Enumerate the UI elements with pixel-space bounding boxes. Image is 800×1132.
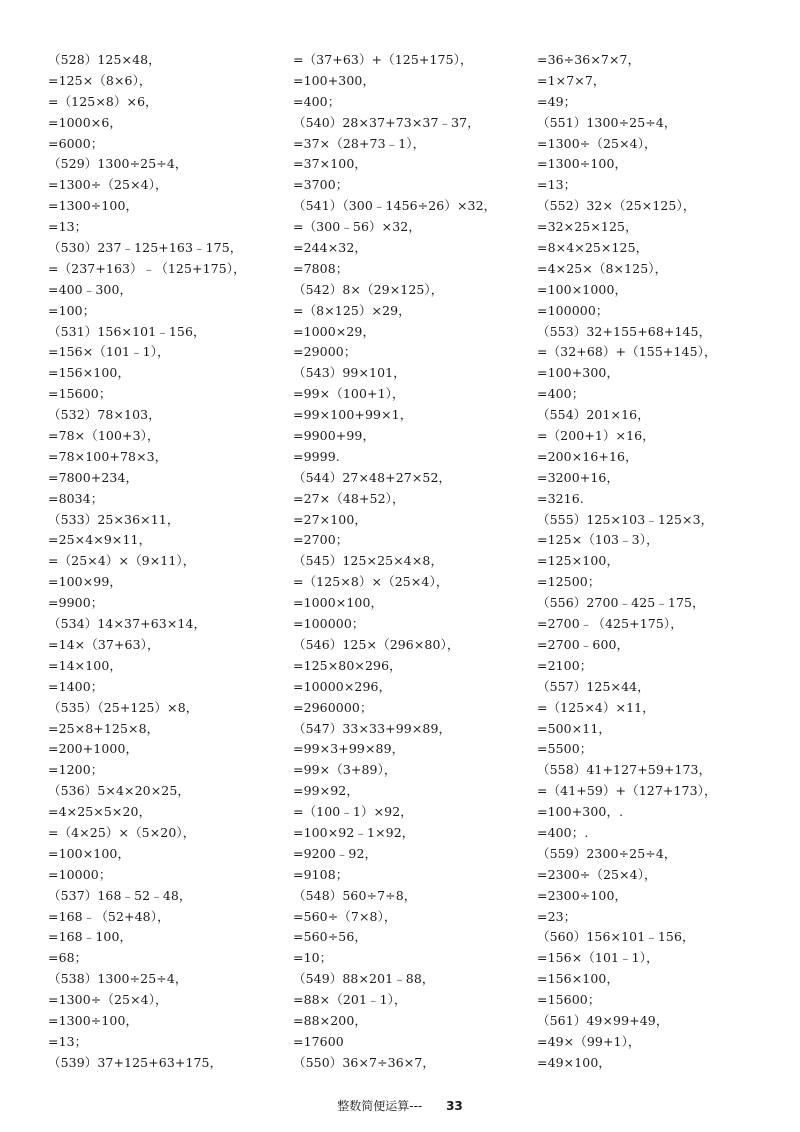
calc-line: （530）237﹣125+163﹣175， [48,240,243,256]
calc-line: =99×92， [293,783,359,799]
calc-line: （534）14×37+63×14， [48,616,207,632]
calc-line: =13； [48,1033,88,1049]
calc-line: （550）36×7÷36×7， [293,1054,435,1070]
calc-line: =6000； [48,135,104,151]
calc-line: （560）156×101﹣156， [537,929,695,945]
calc-line: =9900； [48,595,104,611]
calc-line: =100000； [293,616,365,632]
calc-line: =400； [537,386,585,402]
calc-line: （539）37+125+63+175， [48,1054,223,1070]
calc-line: =100×92﹣1×92， [293,824,415,840]
calc-line: =14×（37+63）， [48,636,160,652]
calc-line: =3216. [537,490,584,506]
calc-line: =200+1000， [48,741,139,757]
calc-line: =25×4×9×11， [48,532,152,548]
calc-line: =49×（99+1）， [537,1033,641,1049]
calc-line: =10； [293,950,333,966]
calc-line: =100； [48,302,96,318]
calc-line: =（32+68）+（155+145）， [537,344,717,360]
calc-line: （546）125×（296×80）， [293,636,460,652]
calc-line: （552）32×（25×125）， [537,198,696,214]
calc-line: =78×（100+3）， [48,428,160,444]
column-middle [293,50,543,1074]
calc-line: =2960000； [293,699,373,715]
calc-line: =100+300， [293,72,376,88]
calc-line: =17600 [293,1033,344,1049]
calc-line: =156×（101﹣1）， [537,950,659,966]
calc-line: （556）2700﹣425﹣175， [537,595,705,611]
calc-line: =（237+163）﹣（125+175）， [48,260,246,276]
page-number: 33 [446,1099,463,1113]
calc-line: =125×（8×6）， [48,72,152,88]
calc-line: =1000×100， [293,595,384,611]
calc-line: =200×16+16， [537,448,638,464]
calc-line: （553）32+155+68+145， [537,323,712,339]
calc-line: =100×1000， [537,281,628,297]
calc-line: （557）125×44， [537,678,650,694]
calc-line: =1400； [48,678,104,694]
calc-line: =560÷56， [293,929,368,945]
calc-line: =8034； [48,490,104,506]
calc-line: =400﹣300， [48,281,133,297]
calc-line: =（4×25）×（5×20）， [48,824,196,840]
calc-line: =400；. [537,824,589,840]
footer-title: 整数简便运算--- [337,1099,423,1113]
calc-line: （544）27×48+27×52， [293,469,452,485]
calc-line: =99×（3+89）， [293,762,397,778]
calc-line: （529）1300÷25÷4， [48,156,188,172]
calc-line: =168﹣（52+48）， [48,908,170,924]
column-right [537,50,787,1074]
calc-line: =3200+16， [537,469,620,485]
calc-line: =7800+234， [48,469,139,485]
calc-line: （551）1300÷25÷4， [537,114,677,130]
calc-line: （554）201×16， [537,407,650,423]
calc-line: =（41+59）+（127+173）， [537,783,717,799]
calc-line: =88×（201﹣1）， [293,992,407,1008]
calc-line: =37×100， [293,156,368,172]
calc-line: =（200+1）×16， [537,428,655,444]
calc-line: =1×7×7， [537,72,606,88]
calc-line: =400； [293,93,341,109]
calc-line: =4×25×5×20， [48,804,152,820]
calc-line: =14×100， [48,657,123,673]
calc-line: （541）（300﹣1456÷26）×32， [293,198,497,214]
calc-line: =23； [537,908,577,924]
calc-line: =2300÷100， [537,887,628,903]
calc-line: =1200； [48,762,104,778]
calc-line: =78×100+78×3， [48,448,168,464]
calc-line: =（125×8）×（25×4）， [293,574,449,590]
calc-line: =13； [537,177,577,193]
calc-line: =9200﹣92， [293,845,378,861]
calc-line: （561）49×99+49， [537,1012,669,1028]
calc-line: =560÷（7×8）， [293,908,397,924]
calc-line: =（125×4）×11， [537,699,655,715]
calc-line: =244×32， [293,240,368,256]
calc-line: =88×200， [293,1012,368,1028]
calc-line: =13； [48,219,88,235]
calc-line: =10000； [48,866,112,882]
calc-line: =156×100， [537,971,620,987]
column-left [48,50,298,1074]
calc-line: =1300÷（25×4）， [537,135,657,151]
calc-line: （559）2300÷25÷4， [537,845,677,861]
calc-line: =100+300， [537,365,620,381]
page-footer [0,1097,800,1114]
calc-line: =25×8+125×8， [48,720,160,736]
calc-line: =2300÷（25×4）， [537,866,657,882]
calc-line: （528）125×48， [48,52,161,67]
calc-line: =1300÷100， [48,1012,139,1028]
calc-line: =3700； [293,177,349,193]
calc-line: =49； [537,93,577,109]
calc-line: =99×100+99×1， [293,407,413,423]
calc-line: =8×4×25×125， [537,240,649,256]
calc-line: （538）1300÷25÷4， [48,971,188,987]
calc-line: =（25×4）×（9×11）， [48,553,196,569]
calc-line: =（100﹣1）×92， [293,804,413,820]
calc-line: =125×80×296， [293,657,402,673]
calc-line: （540）28×37+73×37﹣37， [293,114,480,130]
calc-line: （537）168﹣52﹣48， [48,887,192,903]
calc-line: =2700； [293,532,349,548]
calc-line: =100×100， [48,845,131,861]
calc-line: （536）5×4×20×25， [48,783,190,799]
calc-line: （542）8×（29×125）， [293,281,444,297]
calc-line: （543）99×101， [293,365,406,381]
calc-line: =（37+63）+（125+175）， [293,52,473,67]
calc-line: =（125×8）×6， [48,93,158,109]
calc-line: （547）33×33+99×89， [293,720,452,736]
calc-line: =12500； [537,574,601,590]
calc-line: =15600； [537,992,601,1008]
calc-line: =5500； [537,741,593,757]
calc-line: =2100； [537,657,593,673]
calc-line: =1300÷100， [48,198,139,214]
calc-line: =125×（103﹣3）， [537,532,659,548]
calc-line: （531）156×101﹣156， [48,323,206,339]
calc-line: （545）125×25×4×8， [293,553,444,569]
calc-line: =9900+99， [293,428,376,444]
calc-line: =1300÷（25×4）， [48,177,168,193]
calc-line: =100+300，. [537,804,624,820]
calc-line: =2700﹣（425+175）， [537,616,683,632]
calc-line: =27×100， [293,511,368,527]
calc-line: =1300÷（25×4）， [48,992,168,1008]
calc-line: =10000×296， [293,678,392,694]
calc-line: =168﹣100， [48,929,133,945]
calc-line: =7808； [293,260,349,276]
calc-line: =（300﹣56）×32， [293,219,421,235]
calc-line: =156×100， [48,365,131,381]
calc-line: （548）560÷7÷8， [293,887,417,903]
calc-line: =36÷36×7×7， [537,52,641,67]
calc-line: （533）25×36×11， [48,511,180,527]
calc-line: =156×（101﹣1）， [48,344,170,360]
calc-line: （549）88×201﹣88， [293,971,435,987]
calc-line: =500×11， [537,720,612,736]
calc-line: =32×25×125， [537,219,638,235]
calc-line: =99×3+99×89， [293,741,405,757]
calc-line: =49×100， [537,1054,612,1070]
calc-line: =100000； [537,302,609,318]
calc-line: （535）（25+125）×8， [48,699,199,715]
calc-line: （532）78×103， [48,407,161,423]
calc-line: =2700﹣600， [537,636,630,652]
calc-line: =125×100， [537,553,620,569]
calc-line: =1000×6， [48,114,123,130]
calc-line: =68； [48,950,88,966]
calc-line: =1300÷100， [537,156,628,172]
calc-line: （555）125×103﹣125×3， [537,511,714,527]
calc-line: （558）41+127+59+173， [537,762,712,778]
calc-line: =29000； [293,344,357,360]
calc-line: =27×（48+52）， [293,490,405,506]
calc-line: =9108； [293,866,349,882]
calc-line: =1000×29， [293,323,376,339]
calc-line: =15600； [48,386,112,402]
calc-line: =99×（100+1）， [293,386,405,402]
calc-line: =100×99， [48,574,123,590]
calc-line: =（8×125）×29， [293,302,411,318]
calc-line: =4×25×（8×125）， [537,260,668,276]
calc-line: =9999. [293,448,340,464]
calc-line: =37×（28+73﹣1）， [293,135,426,151]
